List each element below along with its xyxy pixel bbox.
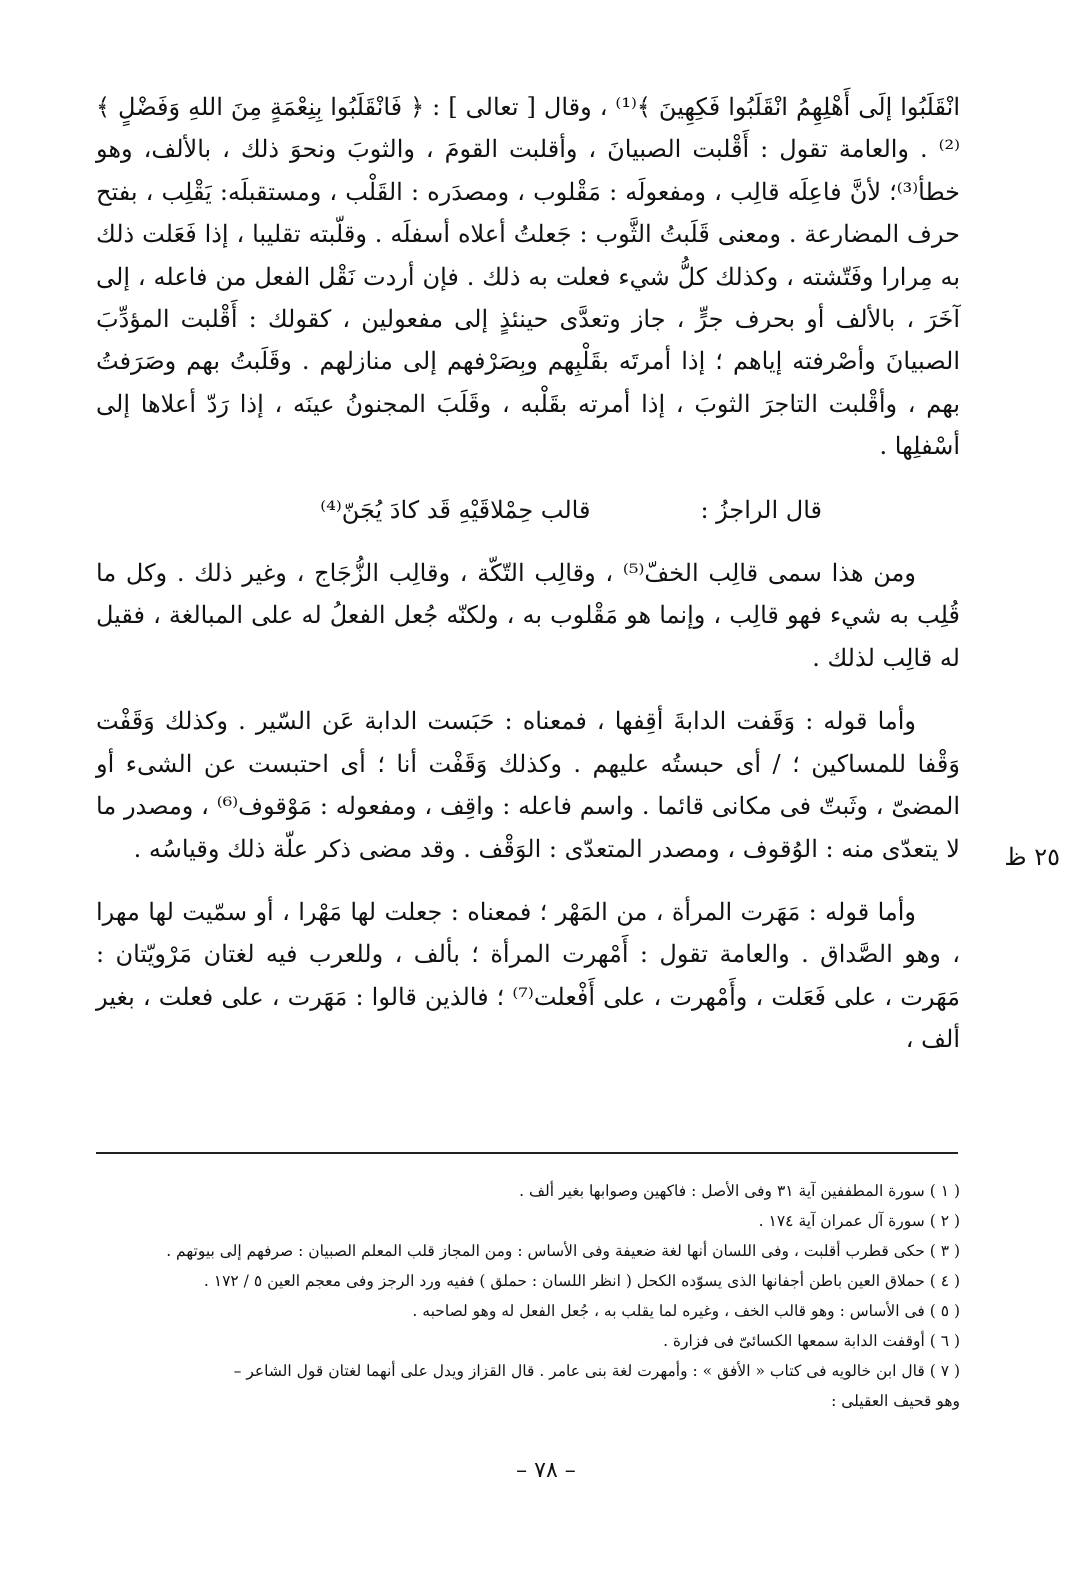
main-text [96,86,960,1082]
footnote-divider [96,1152,958,1154]
verse-line [96,489,960,531]
verse-text: قالب حِمْلاقَيْهِ قَد كادَ يُجَنّ⁽⁴⁾ [320,495,591,524]
footnotes [96,1176,960,1416]
footnote-continuation: وهو قحيف العقيلى : [831,1392,960,1410]
footnote: ( ٤ ) حملاق العين باطن أجفانها الذى يسوّده الكحل ( انظر اللسان : حملق ) ففيه ورد الرجز وفى معجم العين ٥ / ١٧٢ . [203,1272,960,1290]
footnote: ( ٢ ) سورة آل عمران آية ١٧٤ . [758,1212,960,1230]
verse-intro: قال الراجزُ : [700,495,822,524]
footnote: ( ٧ ) قال ابن خالويه فى كتاب « الأفق » : وأمهرت لغة بنى عامر . قال القزاز ويدل على أنهما لغتان قول الشاعر – [233,1362,960,1380]
paragraph: وأما قوله : وَقَفت الدابةَ أقِفها ، فمعناه : حَبَست الدابة عَن السّير . وكذلك وَقَفْت وَقْفا للمساكين ؛ / أى حبستُه عليهم . وكذلك وَقَفْت أنا ؛ أى احتبست عن الشىء أو المضىّ ، وثَبتّ فى مكانى قائما . واسم فاعله : واقِف ، ومفعوله : مَوْقوف⁽⁶⁾ ، ومصدر ما لا يتعدّى منه : الوُقوف ، ومصدر المتعدّى : الوَقْف . وقد مضى ذكر علّة ذلك وقياسُه . [96,707,961,863]
paragraph: وأما قوله : مَهَرت المرأة ، من المَهْر ؛ فمعناه : جعلت لها مَهْرا ، أو سمّيت لها مهرا ، وهو الصَّداق . والعامة تقول : أَمْهرت المرأة ؛ بألف ، وللعرب فيه لغتان مَرْويّتان : مَهَرت ، على فَعَلت ، وأَمْهرت ، على أَفْعلت⁽⁷⁾ ؛ فالذين قالوا : مَهَرت ، على فعلت ، بغير ألف ، [96,897,960,1054]
page-number: – ٧٨ – [516,1458,576,1483]
margin-folio-marker: ٢٥ ظ [1004,843,1060,871]
footnote: ( ١ ) سورة المطففين آية ٣١ وفى الأصل : فاكهين وصوابها بغير ألف . [519,1182,960,1200]
paragraph: انْقَلَبُوا إلَى أَهْلِهِمُ انْقَلَبُوا فَكِهِينَ ﴾⁽¹⁾ ، وقال [ تعالى ] : ﴿ فَانْقَلَبُوا بِنِعْمَةٍ مِنَ اللهِ وَفَضْلٍ ﴾⁽²⁾ . والعامة تقول : أَقْلبت الصبيانَ ، وأقلبت القومَ ، والثوبَ ونحوَ ذلك ، بالألف، وهو خطأ⁽³⁾؛ لأنَّ فاعِلَه قالِب ، ومفعولَه : مَقْلوب ، ومصدَره : القَلْب ، ومستقبلَه: يَقْلِب ، بفتح حرف المضارعة . ومعنى قَلَبتُ الثَّوب : جَعلتُ أعلاه أسفلَه . وقلّبته تقليبا ، إذا فَعَلت ذلك به مِرارا وفَتّشته ، وكذلك كلُّ شيء فعلت به ذلك . فإن أردت نَقْل الفعل من فاعله ، إلى آخَرَ ، بالألف أو بحرف جرٍّ ، جاز وتعدَّى حينئذٍ إلى مفعولين ، كقولك : أَقْلبت المؤدِّبَ الصبيانَ وأصْرفته إياهم ؛ إذا أمرتَه بقَلْبِهم وبِصَرْفهم إلى منازلهم . وقَلَبتُ بهم وصَرَفتُ بهم ، وأقْلبت التاجرَ الثوبَ ، إذا أمرته بقَلْبه ، وقَلَبَ المجنونُ عينَه ، إذا رَدّ أعلاها إلى أسْفلِها . [96,93,960,461]
paragraph: ومن هذا سمى قالِب الخفّ⁽⁵⁾ ، وقالِب التّكّة ، وقالِب الزُّجَاج ، وغير ذلك . وكل ما قُلِب به شيء فهو قالِب ، وإنما هو مَقْلوب به ، ولكنّه جُعل الفعلُ له على المبالغة ، فقيل له قالِب لذلك . [96,559,960,672]
footnote: ( ٣ ) حكى قطرب أقلبت ، وفى اللسان أنها لغة ضعيفة وفى الأساس : ومن المجاز قلب المعلم الصبيان : صرفهم إلى بيوتهم . [166,1242,960,1260]
footnote: ( ٦ ) أوقفت الدابة سمعها الكسائىّ فى فزارة . [663,1332,960,1350]
footnote: ( ٥ ) فى الأساس : وهو قالب الخف ، وغيره لما يقلب به ، جُعل الفعل له وهو لصاحبه . [412,1302,960,1320]
